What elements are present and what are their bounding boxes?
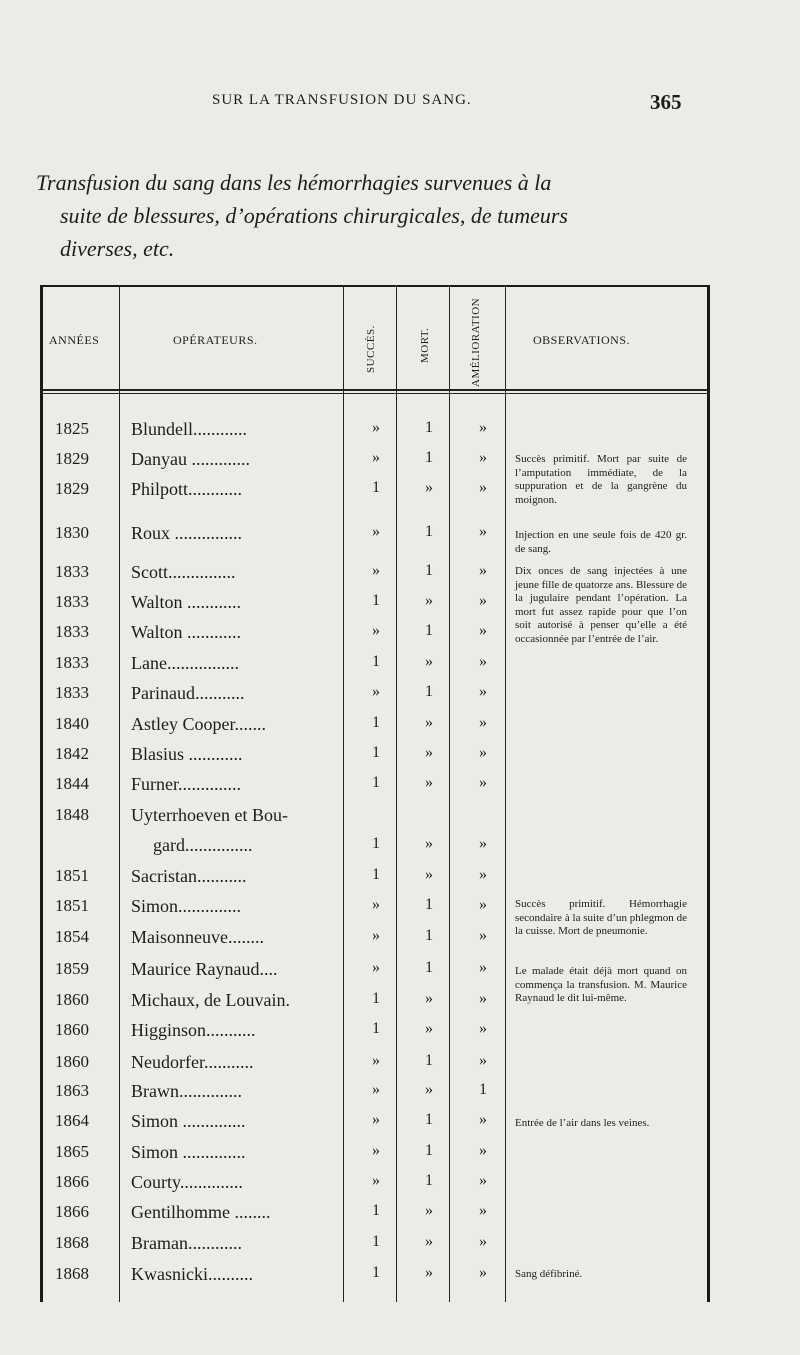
succes-cell: »	[372, 1111, 380, 1128]
succes-cell: »	[372, 927, 380, 944]
amelioration-cell: »	[479, 449, 487, 466]
operator-cell: Scott...............	[131, 562, 236, 582]
mort-cell: »	[425, 774, 433, 791]
year-cell: 1865	[55, 1142, 89, 1161]
succes-cell: »	[372, 523, 380, 540]
year-cell: 1833	[55, 562, 89, 581]
operator-cell: Courty..............	[131, 1172, 243, 1192]
operator-cell: gard...............	[153, 835, 253, 855]
mort-cell: 1	[425, 896, 433, 913]
amelioration-cell: »	[479, 562, 487, 579]
mort-cell: »	[425, 835, 433, 852]
succes-cell: »	[372, 683, 380, 700]
header-operateurs: OPÉRATEURS.	[173, 333, 258, 347]
succes-cell: 1	[372, 479, 380, 496]
observation-note: Injection en une seule fois de 420 gr. de sang.	[515, 529, 687, 555]
operator-cell: Neudorfer...........	[131, 1052, 254, 1072]
operator-cell: Simon ..............	[131, 1142, 246, 1162]
operator-cell: Roux ...............	[131, 523, 243, 543]
year-cell: 1854	[55, 927, 89, 946]
year-cell: 1860	[55, 1052, 89, 1071]
table-row	[43, 774, 707, 804]
mort-cell: 1	[425, 449, 433, 466]
year-cell: 1844	[55, 774, 89, 793]
amelioration-cell: »	[479, 1172, 487, 1189]
operator-cell: Blundell............	[131, 419, 247, 439]
operator-cell: Danyau .............	[131, 449, 250, 469]
header-rule	[43, 389, 707, 391]
year-cell: 1833	[55, 683, 89, 702]
succes-cell: »	[372, 896, 380, 913]
mort-cell: »	[425, 1264, 433, 1281]
amelioration-cell: »	[479, 866, 487, 883]
operator-cell: Simon..............	[131, 896, 242, 916]
header-observations: OBSERVATIONS.	[533, 333, 631, 347]
mort-cell: 1	[425, 1142, 433, 1159]
amelioration-cell: »	[479, 622, 487, 639]
amelioration-cell: »	[479, 419, 487, 436]
amelioration-cell: »	[479, 1202, 487, 1219]
year-cell: 1863	[55, 1081, 89, 1100]
year-cell: 1848	[55, 805, 89, 824]
header-mort: MORT.	[419, 327, 431, 363]
header-annees: ANNÉES	[49, 333, 100, 347]
operator-cell: Astley Cooper.......	[131, 714, 266, 734]
succes-cell: 1	[372, 774, 380, 791]
succes-cell: »	[372, 1052, 380, 1069]
amelioration-cell: »	[479, 835, 487, 852]
observation-note: Succès primitif. Hémorrhagie secondaire à la suite d’un phlegmon de la cuisse. Mort de pneumonie.	[515, 898, 687, 937]
header-succes: SUCCÈS.	[365, 325, 377, 373]
operator-cell: Michaux, de Louvain.	[131, 990, 290, 1010]
mort-cell: »	[425, 592, 433, 609]
year-cell: 1829	[55, 479, 89, 498]
table-row	[43, 683, 707, 713]
operator-cell: Maisonneuve........	[131, 927, 264, 947]
operator-cell: Uyterrhoeven et Bou-	[131, 805, 288, 825]
operator-cell: Simon ..............	[131, 1111, 246, 1131]
mort-cell: 1	[425, 1052, 433, 1069]
amelioration-cell: »	[479, 927, 487, 944]
succes-cell: »	[372, 419, 380, 436]
transfusion-table	[40, 285, 710, 1302]
observation-note: Succès primitif. Mort par suite de l’amputation immédiate, de la suppuration et de la gangrène du moignon.	[515, 453, 687, 506]
year-cell: 1866	[55, 1202, 89, 1221]
table-row	[43, 714, 707, 744]
mort-cell: »	[425, 653, 433, 670]
operator-cell: Kwasnicki..........	[131, 1264, 253, 1284]
year-cell: 1866	[55, 1172, 89, 1191]
mort-cell: 1	[425, 1172, 433, 1189]
mort-cell: »	[425, 1020, 433, 1037]
amelioration-cell: »	[479, 592, 487, 609]
caption-line: Transfusion du sang dans les hémorrhagies survenues à la	[36, 170, 552, 195]
mort-cell: 1	[425, 562, 433, 579]
operator-cell: Braman............	[131, 1233, 242, 1253]
amelioration-cell: »	[479, 1142, 487, 1159]
mort-cell: 1	[425, 959, 433, 976]
year-cell: 1833	[55, 653, 89, 672]
year-cell: 1829	[55, 449, 89, 468]
succes-cell: 1	[372, 714, 380, 731]
page-number: 365	[650, 90, 682, 114]
mort-cell: »	[425, 1081, 433, 1098]
mort-cell: »	[425, 744, 433, 761]
mort-cell: 1	[425, 1111, 433, 1128]
operator-cell: Walton ............	[131, 622, 242, 642]
mort-cell: »	[425, 714, 433, 731]
amelioration-cell: »	[479, 683, 487, 700]
table-row	[43, 1142, 707, 1172]
mort-cell: 1	[425, 523, 433, 540]
table-row	[43, 866, 707, 896]
amelioration-cell: »	[479, 959, 487, 976]
table-caption	[36, 166, 698, 265]
table-row	[43, 1172, 707, 1202]
year-cell: 1860	[55, 990, 89, 1009]
year-cell: 1825	[55, 419, 89, 438]
mort-cell: 1	[425, 622, 433, 639]
amelioration-cell: »	[479, 744, 487, 761]
succes-cell: 1	[372, 990, 380, 1007]
year-cell: 1851	[55, 866, 89, 885]
year-cell: 1859	[55, 959, 89, 978]
succes-cell: 1	[372, 866, 380, 883]
table-row	[43, 835, 707, 865]
year-cell: 1830	[55, 523, 89, 542]
year-cell: 1833	[55, 592, 89, 611]
table-row	[43, 805, 707, 835]
succes-cell: »	[372, 1172, 380, 1189]
amelioration-cell: 1	[479, 1081, 487, 1098]
succes-cell: »	[372, 622, 380, 639]
succes-cell: 1	[372, 1264, 380, 1281]
observation-note: Entrée de l’air dans les veines.	[515, 1117, 650, 1129]
amelioration-cell: »	[479, 523, 487, 540]
mort-cell: »	[425, 990, 433, 1007]
mort-cell: 1	[425, 683, 433, 700]
amelioration-cell: »	[479, 653, 487, 670]
amelioration-cell: »	[479, 1020, 487, 1037]
amelioration-cell: »	[479, 990, 487, 1007]
year-cell: 1868	[55, 1233, 89, 1252]
observation-note: Le malade était déjà mort quand on commença la transfusion. M. Maurice Raynaud le dit lui-même.	[515, 965, 687, 1004]
amelioration-cell: »	[479, 479, 487, 496]
amelioration-cell: »	[479, 1052, 487, 1069]
header-amelioration: AMÉLIORATION	[470, 297, 482, 387]
amelioration-cell: »	[479, 714, 487, 731]
operator-cell: Parinaud...........	[131, 683, 245, 703]
year-cell: 1833	[55, 622, 89, 641]
caption-line: suite de blessures, d’opérations chirurgicales, de tumeurs	[60, 203, 568, 228]
succes-cell: »	[372, 449, 380, 466]
operator-cell: Maurice Raynaud....	[131, 959, 278, 979]
observation-note: Sang défibriné.	[515, 1268, 583, 1280]
operator-cell: Gentilhomme ........	[131, 1202, 271, 1222]
amelioration-cell: »	[479, 1264, 487, 1281]
amelioration-cell: »	[479, 1111, 487, 1128]
year-cell: 1851	[55, 896, 89, 915]
operator-cell: Brawn..............	[131, 1081, 242, 1101]
mort-cell: 1	[425, 419, 433, 436]
operator-cell: Sacristan...........	[131, 866, 247, 886]
succes-cell: 1	[372, 653, 380, 670]
caption-line: diverses, etc.	[60, 236, 175, 261]
amelioration-cell: »	[479, 1233, 487, 1250]
succes-cell: »	[372, 1142, 380, 1159]
succes-cell: »	[372, 959, 380, 976]
running-head	[0, 90, 800, 114]
table-row	[43, 1202, 707, 1232]
year-cell: 1868	[55, 1264, 89, 1283]
year-cell: 1864	[55, 1111, 89, 1130]
amelioration-cell: »	[479, 774, 487, 791]
succes-cell: »	[372, 1081, 380, 1098]
operator-cell: Philpott............	[131, 479, 243, 499]
succes-cell: 1	[372, 1202, 380, 1219]
table-row	[43, 1233, 707, 1263]
succes-cell: 1	[372, 744, 380, 761]
year-cell: 1842	[55, 744, 89, 763]
operator-cell: Lane................	[131, 653, 239, 673]
table-row	[43, 744, 707, 774]
table-row	[43, 1052, 707, 1082]
year-cell: 1840	[55, 714, 89, 733]
operator-cell: Blasius ............	[131, 744, 243, 764]
table-row	[43, 1020, 707, 1050]
amelioration-cell: »	[479, 896, 487, 913]
table-row	[43, 1081, 707, 1111]
operator-cell: Higginson...........	[131, 1020, 256, 1040]
mort-cell: 1	[425, 927, 433, 944]
mort-cell: »	[425, 866, 433, 883]
succes-cell: »	[372, 562, 380, 579]
succes-cell: 1	[372, 1233, 380, 1250]
operator-cell: Walton ............	[131, 592, 242, 612]
running-title: SUR LA TRANSFUSION DU SANG.	[212, 92, 472, 108]
succes-cell: 1	[372, 592, 380, 609]
mort-cell: »	[425, 1202, 433, 1219]
table-row	[43, 653, 707, 683]
header-rule	[43, 393, 707, 394]
mort-cell: »	[425, 1233, 433, 1250]
succes-cell: 1	[372, 1020, 380, 1037]
operator-cell: Furner..............	[131, 774, 241, 794]
observation-note: Dix onces de sang injectées à une jeune fille de quatorze ans. Blessure de la jugulaire pendant l’opération. La mort fut assez rapide pour que l’on soit autorisé à penser qu’elle a été occasionnée par l’entrée de l’air.	[515, 565, 687, 645]
succes-cell: 1	[372, 835, 380, 852]
year-cell: 1860	[55, 1020, 89, 1039]
table-row	[43, 419, 707, 449]
mort-cell: »	[425, 479, 433, 496]
